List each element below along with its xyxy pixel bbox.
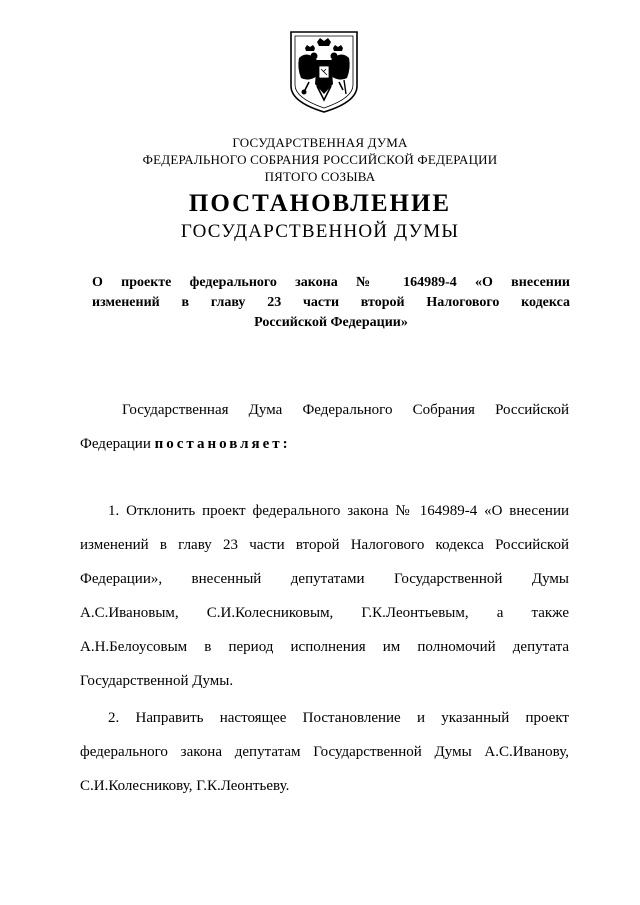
intro-text: Федерации bbox=[80, 436, 155, 452]
item-1-line-3: Федерации», внесенный депутатами Государственной Думы bbox=[80, 571, 569, 587]
resolution-item-2 bbox=[80, 701, 569, 803]
org-line-2: ФЕДЕРАЛЬНОГО СОБРАНИЯ РОССИЙСКОЙ ФЕДЕРАЦИИ bbox=[142, 152, 498, 167]
intro-paragraph bbox=[80, 393, 569, 461]
org-line-3: ПЯТОГО СОЗЫВА bbox=[264, 169, 376, 184]
resolution-item-1 bbox=[80, 494, 569, 698]
resolves-keyword: постановляет: bbox=[154, 436, 291, 452]
subject-line-3: Российской Федерации» bbox=[254, 315, 408, 330]
document-subtitle: ГОСУДАРСТВЕННОЙ ДУМЫ bbox=[180, 221, 460, 242]
item-2-line-2: федерального закона депутатам Государственной Думы А.С.Иванову, bbox=[80, 744, 569, 760]
item-1-line-4: А.С.Ивановым, С.И.Колесниковым, Г.К.Леонтьевым, а также bbox=[80, 605, 569, 621]
item-2-line-3: С.И.Колесникову, Г.К.Леонтьеву. bbox=[80, 778, 290, 794]
document-type: ПОСТАНОВЛЕНИЕ bbox=[188, 190, 452, 217]
subject-line-2: изменений в главу 23 части второй Налогового кодекса bbox=[92, 295, 570, 310]
subject-line-1: О проекте федерального закона № 164989-4 «О внесении bbox=[92, 275, 570, 290]
russian-coat-of-arms-icon bbox=[287, 28, 361, 114]
item-1-line-6: Государственной Думы. bbox=[80, 673, 234, 689]
intro-line-2 bbox=[80, 427, 569, 461]
document-subject bbox=[92, 273, 570, 333]
item-2-line-1: 2. Направить настоящее Постановление и указанный проект bbox=[108, 710, 569, 726]
item-1-line-1: 1. Отклонить проект федерального закона № 164989-4 «О внесении bbox=[108, 503, 569, 519]
issuing-body bbox=[0, 134, 640, 185]
intro-line-1: Государственная Дума Федерального Собрания Российской bbox=[122, 402, 569, 418]
org-line-1: ГОСУДАРСТВЕННАЯ ДУМА bbox=[232, 135, 408, 150]
item-1-line-5: А.Н.Белоусовым в период исполнения им полномочий депутата bbox=[80, 639, 569, 655]
item-1-line-2: изменений в главу 23 части второй Налогового кодекса Российской bbox=[80, 537, 569, 553]
